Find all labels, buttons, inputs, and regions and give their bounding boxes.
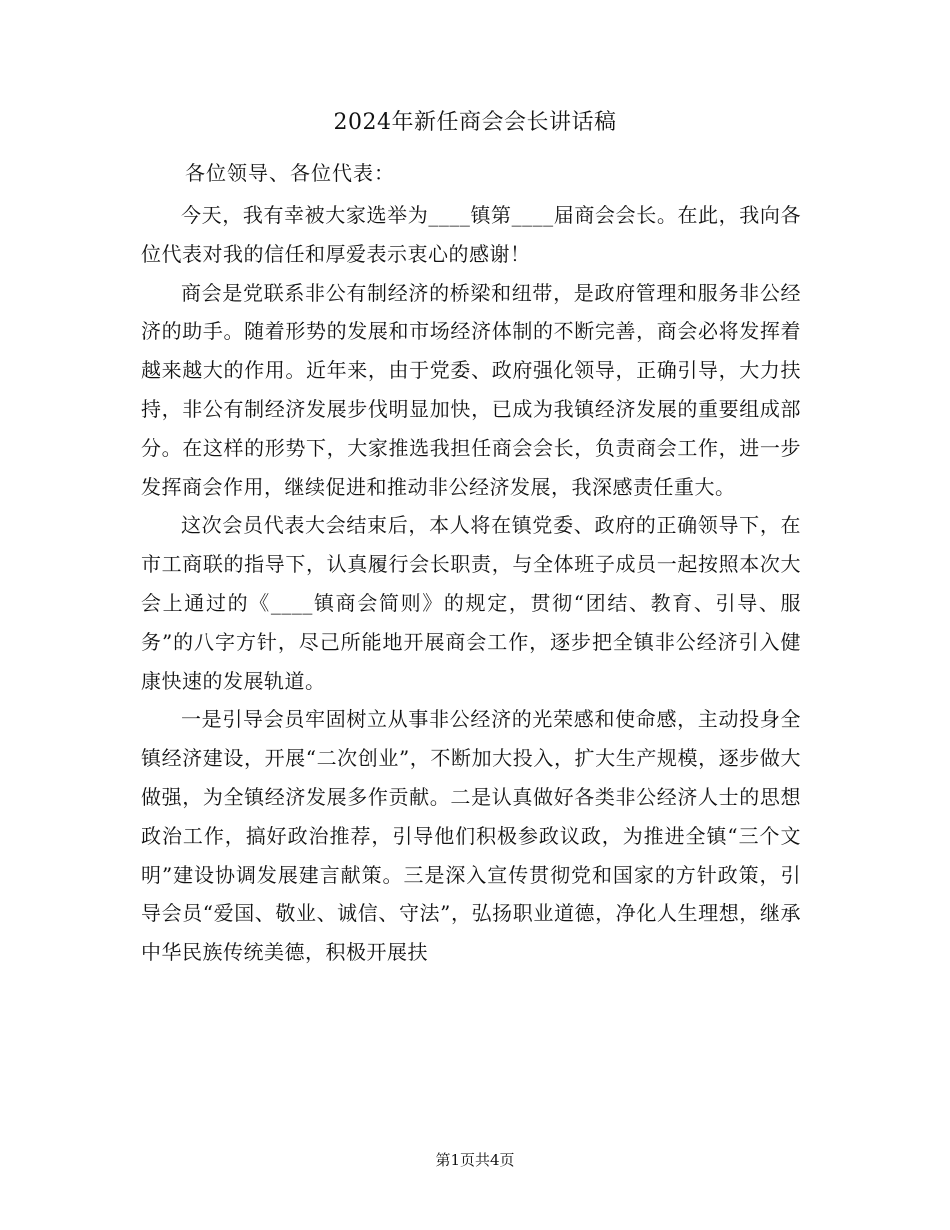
paragraph: 这次会员代表大会结束后，本人将在镇党委、政府的正确领导下，在市工商联的指导下，认真履行会长职责，与全体班子成员一起按照本次大会上通过的《____镇商会简则》的规定，贯彻“团结、教育、引导、服务”的八字方针，尽己所能地开展商会工作，逐步把全镇非公经济引入健康快速的发展轨道。 xyxy=(141,513,801,693)
paragraph: 一是引导会员牢固树立从事非公经济的光荣感和使命感，主动投身全镇经济建设，开展“二次创业”，不断加大投入，扩大生产规模，逐步做大做强，为全镇经济发展多作贡献。二是认真做好各类非公经济人士的思想政治工作，搞好政治推荐，引导他们积极参政议政，为推进全镇“三个文明”建设协调发展建言献策。三是深入宣传贯彻党和国家的方针政策，引导会员“爱国、敬业、诚信、守法”，弘扬职业道德，净化人生理想，继承中华民族传统美德，积极开展扶 xyxy=(141,707,801,965)
paragraph: 商会是党联系非公有制经济的桥梁和纽带，是政府管理和服务非公经济的助手。随着形势的发展和市场经济体制的不断完善，商会必将发挥着越来越大的作用。近年来，由于党委、政府强化领导，正确引导，大力扶持，非公有制经济发展步伐明显加快，已成为我镇经济发展的重要组成部分。在这样的形势下，大家推选我担任商会会长，负责商会工作，进一步发挥商会作用，继续促进和推动非公经济发展，我深感责任重大。 xyxy=(141,280,801,499)
document-body xyxy=(141,196,801,972)
paragraph: 今天，我有幸被大家选举为____镇第____届商会会长。在此，我向各位代表对我的信任和厚爱表示衷心的感谢！ xyxy=(141,203,801,266)
document-title: 2024年新任商会会长讲话稿 xyxy=(333,110,617,135)
page-number-footer: 第1页共4页 xyxy=(435,1151,515,1169)
salutation: 各位领导、各位代表： xyxy=(185,161,395,185)
